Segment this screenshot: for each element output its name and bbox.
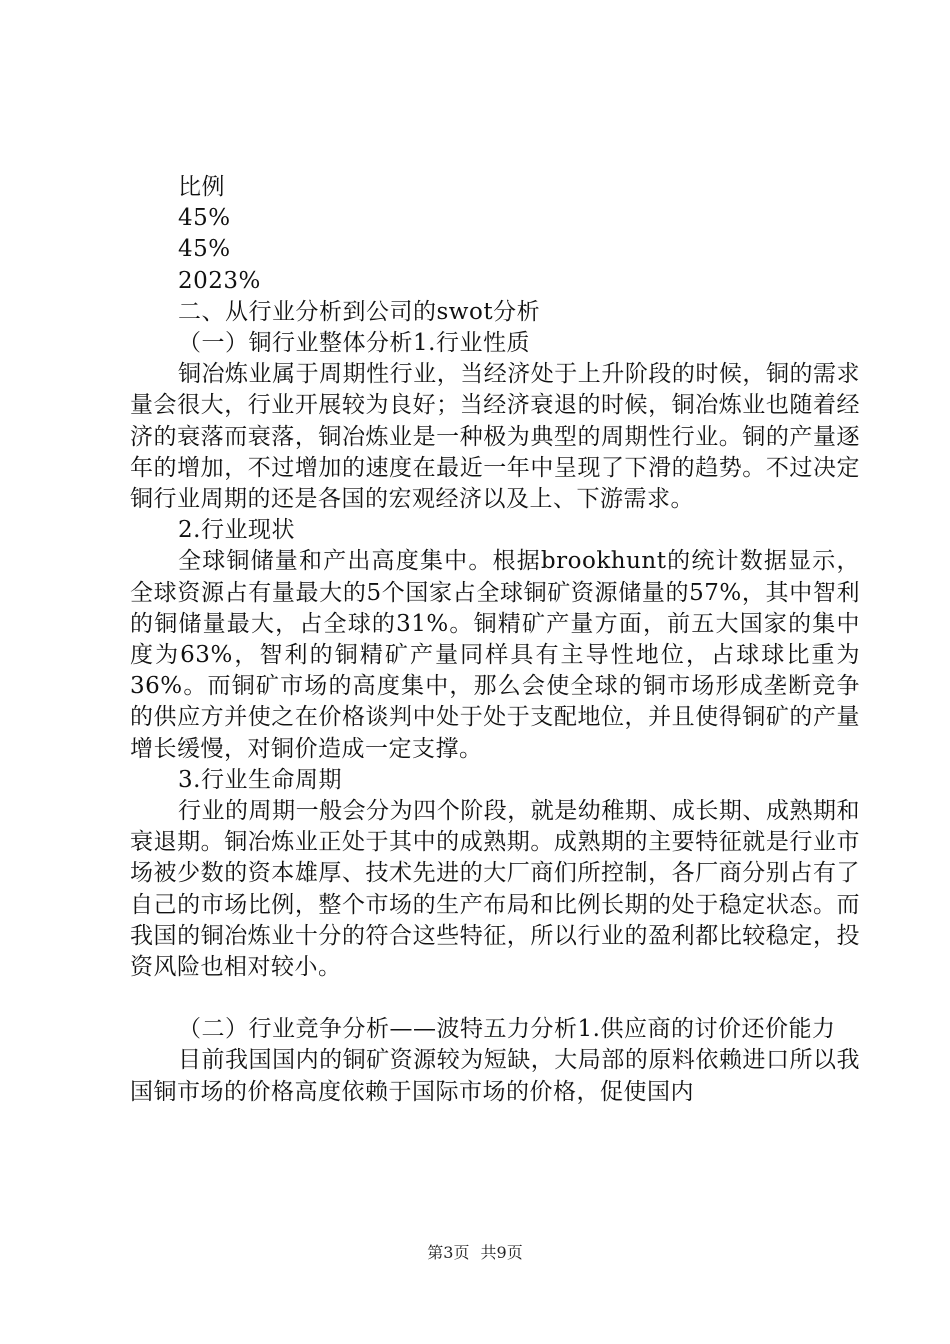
- section-heading: 二、从行业分析到公司的swot分析: [178, 298, 541, 325]
- page-footer: [0, 1240, 950, 1263]
- table-value-2: 45%: [178, 236, 231, 263]
- heading-industry-status: 2.行业现状: [178, 517, 295, 544]
- heading-life-cycle: 3.行业生命周期: [178, 766, 342, 793]
- document-body: [130, 172, 860, 1108]
- paragraph-supplier-power: 目前我国国内的铜矿资源较为短缺，大局部的原料依赖进口所以我国铜市场的价格高度依赖于国际市场的价格，促使国内: [130, 1047, 860, 1105]
- table-value-3: 2023%: [178, 267, 261, 294]
- paragraph-industry-status: 全球铜储量和产出高度集中。根据brookhunt的统计数据显示，全球资源占有量最大的5个国家占全球铜矿资源储量的57%，其中智利的铜储量最大，占全球的31%。铜精矿产量方面，前五大国家的集中度为63%，智利的铜精矿产量同样具有主导性地位，占球球比重为36%。而铜矿市场的高度集中，那么会使全球的铜市场形成垄断竞争的供应方并使之在价格谈判中处于处于支配地位，并且使得铜矿的产量增长缓慢，对铜价造成一定支撑。: [130, 548, 860, 762]
- page-total: 共9页: [480, 1243, 523, 1262]
- paragraph-life-cycle: 行业的周期一般会分为四个阶段，就是幼稚期、成长期、成熟期和衰退期。铜冶炼业正处于其中的成熟期。成熟期的主要特征就是行业市场被少数的资本雄厚、技术先进的大厂商们所控制，各厂商分别占有了自己的市场比例，整个市场的生产布局和比例长期的处于稳定状态。而我国的铜冶炼业十分的符合这些特征，所以行业的盈利都比较稳定，投资风险也相对较小。: [130, 798, 860, 981]
- paragraph-industry-nature: 铜冶炼业属于周期性行业，当经济处于上升阶段的时候，铜的需求量会很大，行业开展较为良好；当经济衰退的时候，铜冶炼业也随着经济的衰落而衰落，铜冶炼业是一种极为典型的周期性行业。铜的产量逐年的增加，不过增加的速度在最近一年中呈现了下滑的趋势。不过决定铜行业周期的还是各国的宏观经济以及上、下游需求。: [130, 361, 860, 513]
- page-number: 第3页: [427, 1243, 470, 1262]
- subsection-heading-2: （二）行业竞争分析——波特五力分析1.供应商的讨价还价能力: [178, 1016, 836, 1043]
- table-label: 比例: [178, 174, 225, 200]
- subsection-heading-1: （一）铜行业整体分析1.行业性质: [178, 330, 530, 357]
- table-value-1: 45%: [178, 205, 231, 232]
- paragraph-gap: [130, 983, 860, 1014]
